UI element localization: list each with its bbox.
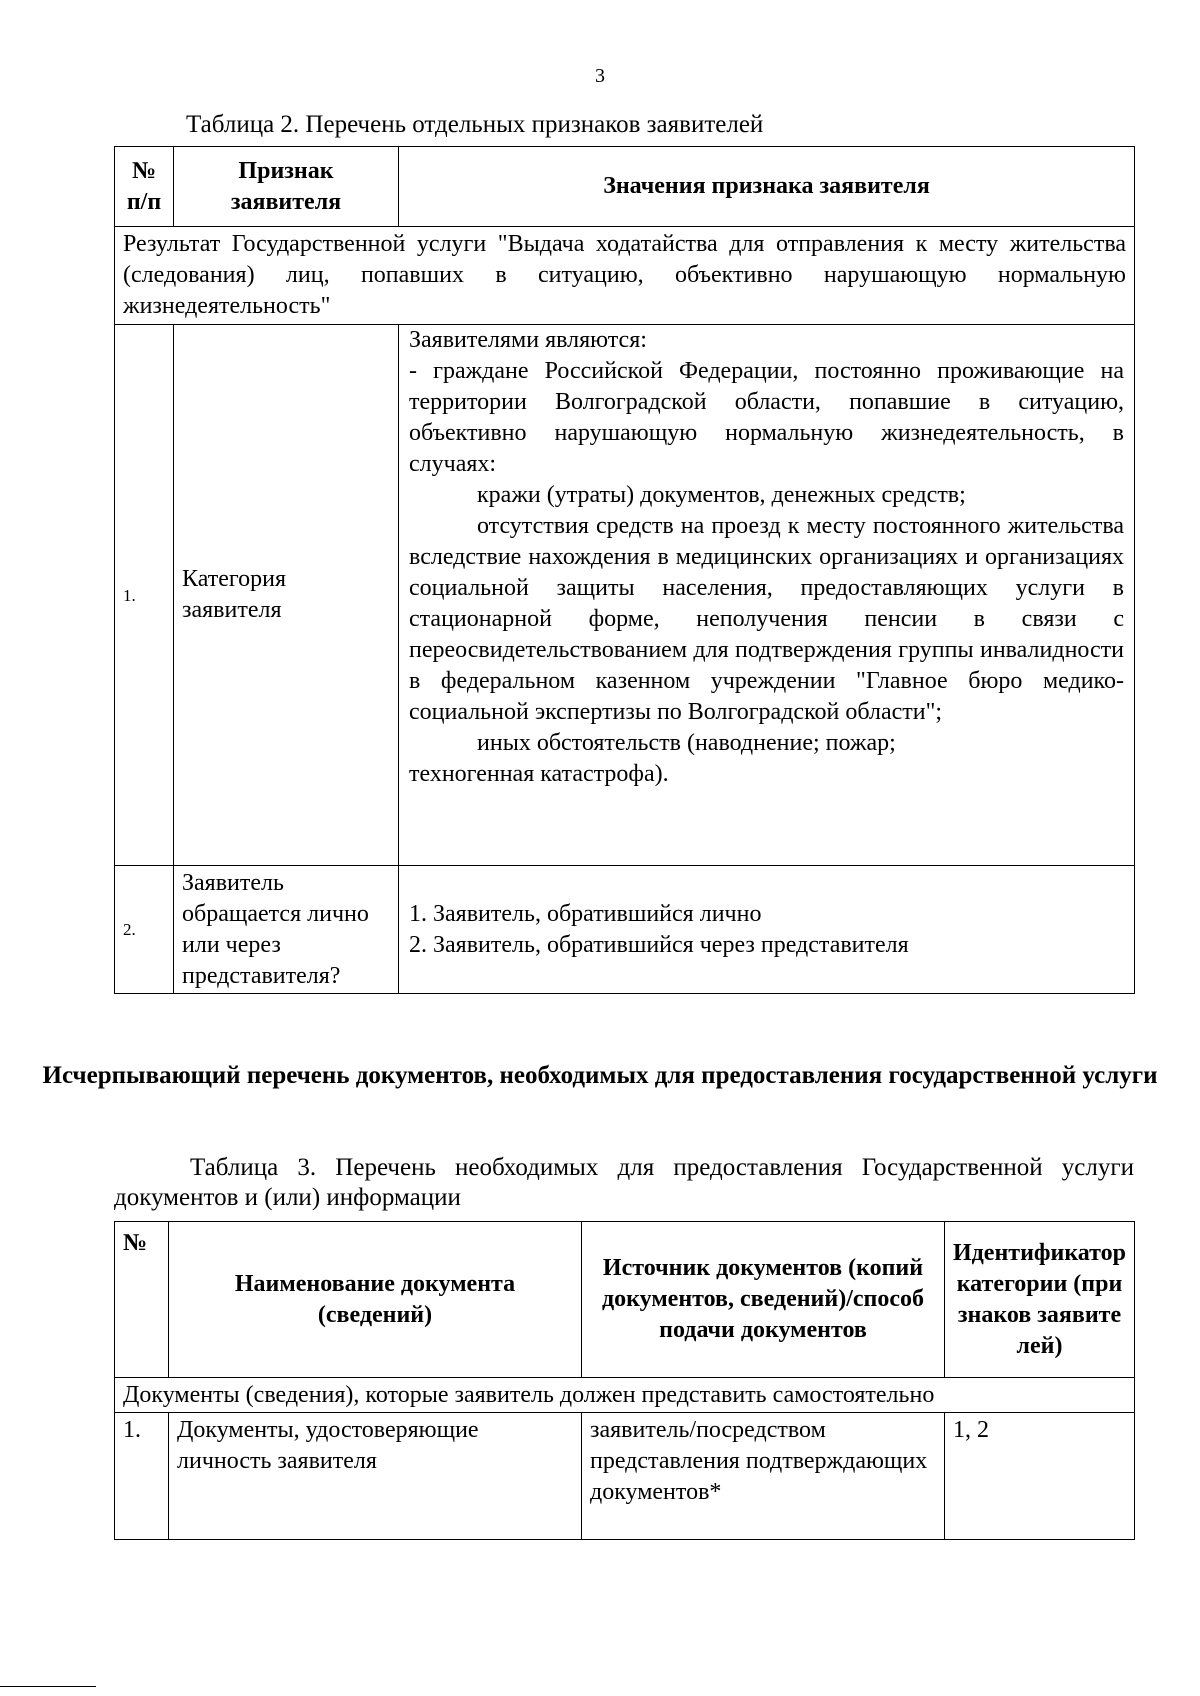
table-row <box>115 1413 1135 1540</box>
no-funds-paragraph: отсутствия средств на проезд к месту постоянного жительства вследствие нахождения в медицинских организациях и организациях социальной защиты населения, предоставляющих услуги в стационарной форме, неполучения пенсии в связи с переосвидетельствованием для подтверждения группы инвалидности в федеральном казенном учреждении "Главное бюро медико-социальной экспертизы по Волгоградской области"; <box>409 513 1124 725</box>
header-num: № п/п <box>115 147 174 227</box>
row-values <box>399 325 1135 866</box>
value-option: 2. Заявитель, обратившийся через представителя <box>409 931 909 958</box>
header-sign: Признак заявителя <box>174 147 399 227</box>
row-sign: Заявитель обращается лично или через представителя? <box>174 866 399 994</box>
table-row <box>115 866 1135 994</box>
document-source: заявитель/посредством представления подтверждающих документов* <box>582 1413 945 1540</box>
page-number: 3 <box>595 65 605 87</box>
row-number: 1. <box>115 1413 169 1540</box>
row-sign: Категория заявителя <box>174 325 399 866</box>
service-result-section: Результат Государственной услуги "Выдача ходатайства для отправления к месту жительства (следования) лиц, попавших в ситуацию, объективно нарушающую нормальную жизнедеятельность" <box>115 227 1135 325</box>
section-row <box>115 227 1135 325</box>
other-circumstances-continued: техногенная катастрофа). <box>409 761 669 787</box>
header-document-source: Источник документов (копий документов, сведений)/способ подачи документов <box>582 1222 945 1378</box>
section-row <box>115 1378 1135 1413</box>
required-documents-table <box>114 1221 1135 1540</box>
header-category-id: Идентификатор категории (признаков заявителей) <box>945 1222 1135 1378</box>
row-values <box>399 866 1135 994</box>
table3-caption: Таблица 3. Перечень необходимых для предоставления Государственной услуги документов и (или) информации <box>114 1154 1134 1211</box>
document-name: Документы, удостоверяющие личность заявителя <box>169 1413 582 1540</box>
table-header-row <box>115 147 1135 227</box>
table2-caption: Таблица 2. Перечень отдельных признаков заявителей <box>186 111 764 138</box>
section-heading: Исчерпывающий перечень документов, необходимых для предоставления государственной услуги <box>42 1062 1158 1089</box>
citizens-paragraph: - граждане Российской Федерации, постоянно проживающие на территории Волгоградской области, попавшие в ситуацию, объективно нарушающую нормальную жизнедеятельность, в случаях: <box>409 358 1124 477</box>
category-id: 1, 2 <box>945 1413 1135 1540</box>
theft-paragraph: кражи (утраты) документов, денежных средств; <box>477 482 966 508</box>
self-submitted-section: Документы (сведения), которые заявитель должен представить самостоятельно <box>115 1378 1135 1413</box>
applicants-intro: Заявителями являются: <box>409 327 647 353</box>
other-circumstances-paragraph: иных обстоятельств (наводнение; пожар; <box>477 730 896 756</box>
header-document-name: Наименование документа (сведений) <box>169 1222 582 1378</box>
table-header-row <box>115 1222 1135 1378</box>
header-num: № <box>115 1222 169 1378</box>
table-row <box>115 325 1135 866</box>
value-option: 1. Заявитель, обратившийся лично <box>409 900 762 927</box>
row-number: 2. <box>115 866 174 994</box>
header-values: Значения признака заявителя <box>399 147 1135 227</box>
footer-divider <box>0 1686 96 1687</box>
applicant-attributes-table <box>114 146 1135 994</box>
row-number: 1. <box>115 325 174 866</box>
